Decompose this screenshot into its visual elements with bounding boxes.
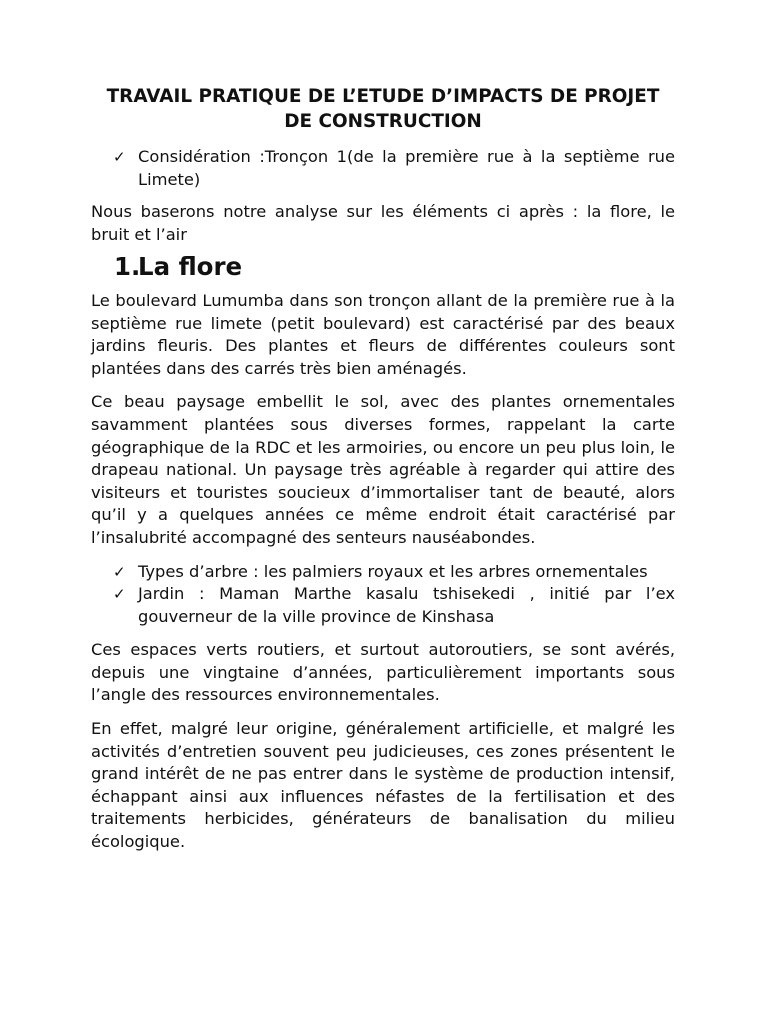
section-title: La flore (138, 252, 243, 282)
bullet-types-arbre (91, 561, 675, 584)
checkmark-icon: ✓ (113, 562, 126, 581)
consideration-list (91, 146, 675, 191)
document-page (91, 84, 675, 854)
paragraph-boulevard: Le boulevard Lumumba dans son tronçon allant de la première rue à la septième rue limete (petit boulevard) est caractérisé par des beaux jardins fleuris. Des plantes et fleurs de différentes couleurs sont plantées dans des carrés très bien aménagés. (91, 290, 675, 378)
details-list (91, 561, 675, 629)
consideration-text: Considération :Tronçon 1(de la première rue à la septième rue Limete) (138, 147, 675, 189)
paragraph-en-effet: En effet, malgré leur origine, généralement artificielle, et malgré les activités d’entretien souvent peu judicieuses, ces zones présentent le grand intérêt de ne pas entrer dans le système de production intensif, échappant ainsi aux influences néfastes de la fertilisation et des traitements herbicides, générateurs de banalisation du milieu écologique. (91, 719, 675, 852)
section-heading-flore (91, 252, 675, 282)
paragraph-paysage: Ce beau paysage embellit le sol, avec des plantes ornementales savamment plantées sous diverses formes, rappelant la carte géographique de la RDC et les armoiries, ou encore un peu plus loin, le drapeau national. Un paysage très agréable à regarder qui attire des visiteurs et touristes soucieux d’immortaliser tant de beauté, alors qu’il y a quelques années ce même endroit était caractérisé par l’insalubrité accompagné des senteurs nauséabondes. (91, 392, 675, 547)
consideration-item (91, 146, 675, 191)
bullet-text: Types d’arbre : les palmiers royaux et les arbres ornementales (138, 561, 648, 581)
document-title: TRAVAIL PRATIQUE DE L’ETUDE D’IMPACTS DE PROJET DE CONSTRUCTION (106, 86, 660, 132)
bullet-text: Jardin : Maman Marthe kasalu tshisekedi , initié par l’ex gouverneur de la ville province de Kinshasa (138, 584, 675, 626)
checkmark-icon: ✓ (113, 148, 126, 166)
section-number: 1. (114, 252, 141, 282)
bullet-jardin (91, 583, 675, 628)
paragraph-espaces-verts: Ces espaces verts routiers, et surtout autoroutiers, se sont avérés, depuis une vingtaine d’années, particulièrement importants sous l’angle des ressources environnementales. (91, 640, 675, 705)
intro-paragraph: Nous baserons notre analyse sur les éléments ci après : la flore, le bruit et l’air (91, 202, 675, 244)
checkmark-icon: ✓ (113, 585, 126, 604)
